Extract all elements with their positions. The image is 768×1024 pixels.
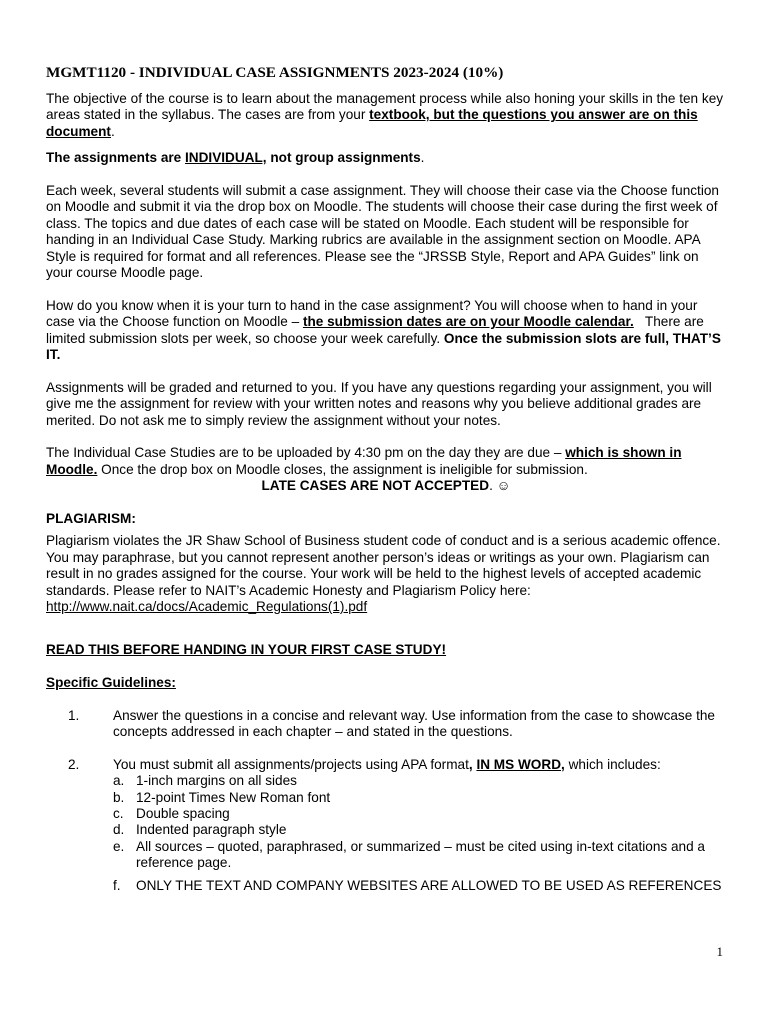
turn-mid: There are limited submission slots per week, so choose your week carefully. xyxy=(46,314,708,346)
document-title: MGMT1120 - INDIVIDUAL CASE ASSIGNMENTS 2023-2024 (10%) xyxy=(46,64,504,81)
guideline-bold-comma: , xyxy=(561,756,565,772)
individual-emphasis: INDIVIDUAL, xyxy=(185,150,267,166)
document-page xyxy=(46,64,726,896)
turn-bold: Once the submission slots are full, THAT’S IT. xyxy=(46,330,721,363)
smiley-icon: . ☺ xyxy=(489,478,511,494)
intro-emphasis: textbook, but the questions you answer are on this document xyxy=(46,107,698,139)
list-item xyxy=(113,790,726,806)
upload-post: Once the drop box on Moodle closes, the assignment is ineligible for submission. xyxy=(97,461,588,477)
turn-emphasis: the submission dates are on your Moodle calendar. xyxy=(302,314,634,330)
list-text: Double spacing xyxy=(136,805,230,821)
list-letter: a. xyxy=(113,773,125,789)
guideline-bold-comma: , xyxy=(468,756,477,772)
individual-notice xyxy=(46,150,726,166)
intro-text: The objective of the course is to learn about the management process while also honing your skills in the ten key areas stated in the syllabus. The cases are from your xyxy=(46,91,724,123)
plagiarism-paragraph: Plagiarism violates the JR Shaw School of Business student code of conduct and is a serious academic offence. You may paraphrase, but you cannot represent another person’s ideas or writings as your own. Plagiarism can result in no grades assigned for the course. Your work will be held to the highest levels of accepted academic standards. Please refer to NAIT’s Academic Honesty and Plagiarism Policy here: xyxy=(46,533,721,598)
guideline-number: 1. xyxy=(68,707,80,723)
list-letter: e. xyxy=(113,838,125,854)
list-letter: c. xyxy=(113,805,124,821)
read-this-heading: READ THIS BEFORE HANDING IN YOUR FIRST CASE STUDY! xyxy=(46,641,447,657)
list-item xyxy=(113,839,726,872)
list-text: 12-point Times New Roman font xyxy=(136,789,331,805)
list-item xyxy=(113,806,726,822)
list-text: Indented paragraph style xyxy=(136,822,287,838)
page-number: 1 xyxy=(716,944,723,959)
list-text: ONLY THE TEXT AND COMPANY WEBSITES ARE ALLOWED TO BE USED AS REFERENCES xyxy=(136,877,722,893)
guideline-item-1 xyxy=(46,708,726,741)
list-letter: d. xyxy=(113,822,125,838)
list-item xyxy=(113,773,726,789)
individual-post: not group assignments xyxy=(266,150,421,166)
late-text: LATE CASES ARE NOT ACCEPTED xyxy=(261,478,490,494)
weekly-paragraph: Each week, several students will submit a case assignment. They will choose their case via the Choose function on Moodle and submit it via the drop box on Moodle. The students will choose their case during the first week of class. The topics and due dates of each case will be stated on Moodle. Each student will be responsible for handing in an Individual Case Study. Marking rubrics are available in the assignment section on Moodle. APA Style is required for format and all references. Please see the “JRSSB Style, Report and APA Guides” link on your course Moodle page. xyxy=(46,183,719,281)
late-notice xyxy=(46,478,726,494)
list-text: 1-inch margins on all sides xyxy=(136,773,297,789)
intro-end: . xyxy=(110,123,115,139)
turn-pre: How do you know when it is your turn to hand in the case assignment? You will choose when to hand in your case via the Choose function on Moodle – xyxy=(46,297,698,330)
guideline-text-end: which includes: xyxy=(564,756,661,772)
intro-paragraph xyxy=(46,91,726,140)
turn-paragraph xyxy=(46,298,726,364)
plagiarism-heading: PLAGIARISM: xyxy=(46,511,136,527)
list-letter: b. xyxy=(113,789,125,805)
guideline-item-2 xyxy=(46,757,726,773)
graded-paragraph: Assignments will be graded and returned to you. If you have any questions regarding your assignment, you will give me the assignment for review with your written notes and reasons why you believe additional grades are merited. Do not ask me to simply review the assignment without your notes. xyxy=(46,379,712,428)
upload-pre: The Individual Case Studies are to be uploaded by 4:30 pm on the day they are due – xyxy=(46,445,566,461)
ms-word-emphasis: IN MS WORD xyxy=(476,756,562,772)
academic-regulations-link[interactable]: http://www.nait.ca/docs/Academic_Regulations(1).pdf xyxy=(46,599,368,615)
list-text: All sources – quoted, paraphrased, or summarized – must be cited using in-text citations and a reference page. xyxy=(136,838,705,871)
individual-end: . xyxy=(420,150,425,166)
list-item xyxy=(113,876,726,896)
individual-pre: The assignments are xyxy=(46,150,186,166)
guideline-text: You must submit all assignments/projects using APA format xyxy=(113,756,469,772)
guideline-number: 2. xyxy=(68,756,80,772)
list-letter: f. xyxy=(113,877,121,893)
upload-paragraph xyxy=(46,445,726,478)
apa-requirements-list xyxy=(46,773,726,895)
guideline-text: Answer the questions in a concise and relevant way. Use information from the case to showcase the concepts addressed in each chapter – and stated in the questions. xyxy=(113,707,715,739)
upload-emphasis: which is shown in Moodle. xyxy=(46,445,682,477)
list-item xyxy=(113,822,726,838)
guidelines-heading: Specific Guidelines: xyxy=(46,674,176,690)
